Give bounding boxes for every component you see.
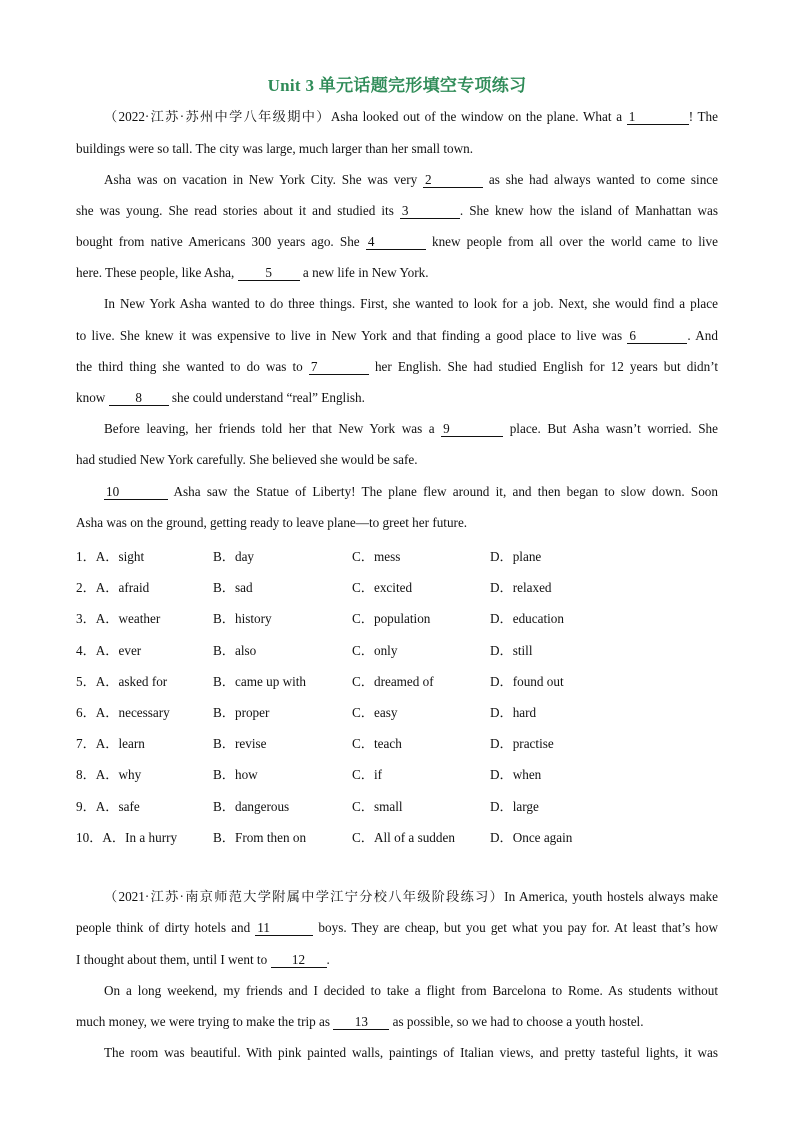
- blank-4[interactable]: 4: [366, 235, 426, 250]
- passage2-source: （2021·江苏·南京师范大学附属中学江宁分校八年级阶段练习）: [104, 889, 505, 904]
- option-b[interactable]: B．dangerous: [213, 799, 290, 814]
- option-b[interactable]: B．history: [213, 611, 272, 626]
- passage1-line-3: Asha was on vacation in New York City. She was very 2 as she had always wanted to come since: [104, 172, 718, 187]
- passage2-line-2: people think of dirty hotels and 11 boys. They are cheap, but you get what you pay for. At least that’s how: [76, 920, 719, 935]
- option-row-8: [76, 764, 718, 780]
- option-row-1: [76, 546, 718, 562]
- option-a[interactable]: 1．A．sight: [76, 549, 145, 564]
- blank-9[interactable]: 9: [441, 422, 503, 437]
- blank-1[interactable]: 1: [627, 110, 689, 125]
- option-b[interactable]: B．From then on: [213, 830, 307, 845]
- passage1-line-8: to live. She knew it was expensive to live in New York and that finding a good place to live was 6 . And: [76, 328, 718, 343]
- option-b[interactable]: B．also: [213, 643, 257, 658]
- passage1-line-11: Before leaving, her friends told her that New York was a 9 place. But Asha wasn’t worried. She: [104, 421, 718, 436]
- option-c[interactable]: C．if: [352, 767, 383, 782]
- option-row-2: [76, 577, 718, 593]
- option-a[interactable]: 2．A．afraid: [76, 580, 150, 595]
- passage1-line-1: （2022·江苏·苏州中学八年级期中）Asha looked out of the window on the plane. What a 1 ! The: [104, 109, 719, 124]
- option-c[interactable]: C．excited: [352, 580, 413, 595]
- option-row-6: [76, 702, 718, 718]
- blank-6[interactable]: 6: [627, 329, 687, 344]
- passage2-line-4: On a long weekend, my friends and I decided to take a flight from Barcelona to Rome. As students without: [104, 983, 718, 998]
- option-b[interactable]: B．came up with: [213, 674, 307, 689]
- option-d[interactable]: D．hard: [490, 705, 537, 720]
- option-d[interactable]: D．plane: [490, 549, 542, 564]
- option-a[interactable]: 8．A．why: [76, 767, 142, 782]
- passage2-line-6: The room was beautiful. With pink painted walls, paintings of Italian views, and pretty tasteful lights, it was: [104, 1045, 718, 1060]
- option-row-4: [76, 640, 718, 656]
- option-b[interactable]: B．sad: [213, 580, 253, 595]
- blank-7[interactable]: 7: [309, 360, 369, 375]
- option-a[interactable]: 10．A．In a hurry: [76, 830, 178, 845]
- option-b[interactable]: B．revise: [213, 736, 267, 751]
- option-b[interactable]: B．how: [213, 767, 258, 782]
- option-d[interactable]: D．relaxed: [490, 580, 552, 595]
- passage1-line-9: the third thing she wanted to do was to 7 her English. She had studied English for 12 years but didn’t: [76, 359, 719, 374]
- option-c[interactable]: C．teach: [352, 736, 402, 751]
- option-a[interactable]: 5．A．asked for: [76, 674, 168, 689]
- option-c[interactable]: C．mess: [352, 549, 401, 564]
- option-a[interactable]: 7．A．learn: [76, 736, 145, 751]
- blank-5[interactable]: 5: [238, 266, 300, 281]
- option-row-5: [76, 671, 718, 687]
- option-a[interactable]: 3．A．weather: [76, 611, 161, 626]
- blank-12[interactable]: 12: [271, 953, 327, 968]
- option-row-7: [76, 733, 718, 749]
- option-b[interactable]: B．day: [213, 549, 255, 564]
- passage1-line-13: 10 Asha saw the Statue of Liberty! The plane flew around it, and then began to slow down. Soon: [106, 484, 718, 499]
- option-c[interactable]: C．All of a sudden: [352, 830, 455, 845]
- blank-10[interactable]: 10: [104, 485, 168, 500]
- option-c[interactable]: C．dreamed of: [352, 674, 434, 689]
- passage1-line-10: know 8 she could understand “real” English.: [76, 390, 365, 405]
- option-a[interactable]: 6．A．necessary: [76, 705, 170, 720]
- passage1-line-6: here. These people, like Asha, 5 a new life in New York.: [76, 265, 429, 280]
- passage1-line-14: Asha was on the ground, getting ready to leave plane—to greet her future.: [76, 515, 468, 530]
- option-c[interactable]: C．only: [352, 643, 398, 658]
- option-row-3: [76, 608, 718, 624]
- passage1-line-5: bought from native Americans 300 years ago. She 4 knew people from all over the world came to live: [76, 234, 719, 249]
- passage1-line-12: had studied New York carefully. She believed she would be safe.: [76, 452, 418, 467]
- blank-11[interactable]: 11: [255, 921, 313, 936]
- option-d[interactable]: D．Once again: [490, 830, 573, 845]
- passage1-line-7: In New York Asha wanted to do three things. First, she wanted to look for a job. Next, she would find a place: [104, 296, 718, 311]
- passage2-line-5: much money, we were trying to make the trip as 13 as possible, so we had to choose a youth hostel.: [76, 1014, 644, 1029]
- blank-13[interactable]: 13: [333, 1015, 389, 1030]
- page-title: Unit 3 单元话题完形填空专项练习: [267, 76, 527, 95]
- passage1-source: （2022·江苏·苏州中学八年级期中）: [104, 109, 331, 124]
- passage1-line-2: buildings were so tall. The city was large, much larger than her small town.: [76, 141, 473, 156]
- option-a[interactable]: 9．A．safe: [76, 799, 140, 814]
- option-d[interactable]: D．found out: [490, 674, 564, 689]
- option-row-9: [76, 796, 718, 812]
- passage1-line-4: she was young. She read stories about it and studied its 3 . She knew how the island of Manhattan was: [76, 203, 719, 218]
- passage2-line-1: （2021·江苏·南京师范大学附属中学江宁分校八年级阶段练习）In America, youth hostels always make: [104, 889, 718, 904]
- option-row-10: [76, 827, 718, 843]
- passage2-line-3: I thought about them, until I went to 12 .: [76, 952, 330, 967]
- blank-8[interactable]: 8: [109, 391, 169, 406]
- option-d[interactable]: D．education: [490, 611, 564, 626]
- option-a[interactable]: 4．A．ever: [76, 643, 142, 658]
- option-b[interactable]: B．proper: [213, 705, 270, 720]
- option-c[interactable]: C．population: [352, 611, 431, 626]
- blank-3[interactable]: 3: [400, 204, 460, 219]
- option-c[interactable]: C．small: [352, 799, 403, 814]
- blank-2[interactable]: 2: [423, 173, 483, 188]
- option-d[interactable]: D．still: [490, 643, 533, 658]
- option-d[interactable]: D．large: [490, 799, 539, 814]
- option-d[interactable]: D．practise: [490, 736, 554, 751]
- option-d[interactable]: D．when: [490, 767, 542, 782]
- option-c[interactable]: C．easy: [352, 705, 398, 720]
